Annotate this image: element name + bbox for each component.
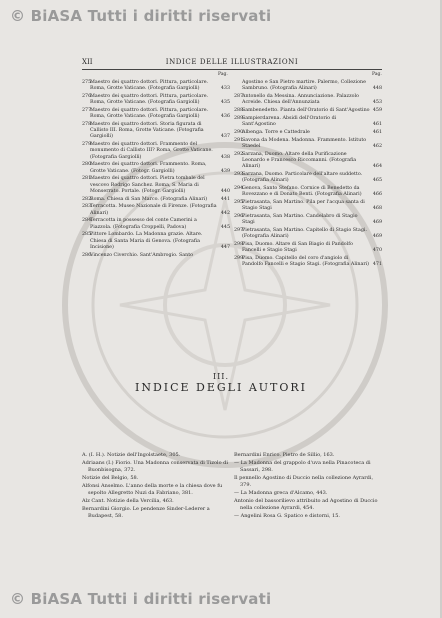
author-index-item: Bernardini Giorgio. Le pendenze Sinder-Lederer a Budapest, 58. (82, 506, 210, 519)
entry-page: 466 (372, 192, 382, 197)
entry-caption: Pisa, Duomo. Capitello del coro d'angiolo di Pandolfo Fancelli e Stagio Stagi. (Fotografia Alinari) (242, 255, 370, 267)
section-title: INDICE DEGLI AUTORI (134, 381, 308, 394)
illustration-entry (234, 186, 382, 198)
entry-caption: Roma. Chiesa di San Marco. (Fotografia Alinari) (90, 196, 208, 202)
entry-caption: Pietrasanta, San Martino. Capitello di Stagio Stagi. (Fotografia Alinari) (242, 227, 367, 239)
entry-page: 468 (372, 206, 382, 211)
entry-page: 441 (220, 196, 230, 202)
entry-number: 280. (82, 162, 93, 168)
illustration-entry (82, 80, 230, 92)
entry-number: 277. (82, 108, 93, 113)
author-index-item: Antonio del bassorilievo attribuito ad Agostino di Duccio nella collezione Ayrardi, 454. (234, 498, 378, 511)
entry-number: 296. (234, 213, 245, 219)
entry-page: 439 (220, 168, 230, 174)
entry-caption: Pietrasanta, San Martino. Pila per l'acqua santa di Stagio Stagi (242, 199, 365, 211)
illustration-entry (82, 94, 230, 106)
entry-caption: Maestro dei quattro dottori. Storia figurata di Callisto III. Roma, Grotte Vaticane. (Fotografia Gargiolli) (90, 122, 204, 140)
author-index-item: — La Madonna greca d'Alcamo, 443. (234, 489, 328, 496)
entry-number: 276. (82, 94, 93, 99)
author-index-item: Adriaans (I.) Fiorio. Una Madonna conservata di Tizolo di Buonbisogna, 372. (82, 460, 228, 473)
section-number: III. (212, 372, 230, 381)
entry-number: 279. (82, 142, 93, 148)
illustration-entry (234, 152, 382, 171)
header-rule (82, 69, 382, 70)
entry-caption: Sarzana, Duomo. Altare della Purificazione Leonardo e Francesco Riccomanni. (Fotografia Alinari) (242, 151, 357, 169)
author-index-item: — Angelini Rosa G. Spatico e distorni, 15. (234, 512, 340, 519)
entry-number: 288. (234, 108, 245, 113)
entry-page: 442 (220, 210, 230, 216)
author-index-left (82, 452, 230, 521)
illustration-entry (234, 80, 382, 92)
entry-page: 448 (372, 86, 382, 92)
entry-caption: Antonello da Messina. Annunciazione. Palazzolo Acreide. Chiesa dell'Annunziata (242, 94, 359, 106)
entry-page: 464 (372, 164, 382, 169)
entry-number: 275. (82, 80, 93, 85)
entry-page: 437 (220, 134, 230, 140)
entry-caption: Terracotta in possesso del conte Camerini a Piazzola. (Fotografia Croppelli, Padova) (90, 218, 197, 230)
entry-number: 291. (234, 137, 245, 143)
entry-page: 445 (220, 224, 230, 230)
entry-number: 281. (82, 176, 93, 182)
pag-label-left: Pag. (218, 72, 228, 77)
illustration-entry (234, 94, 382, 106)
running-title: INDICE DELLE ILLUSTRAZIONI (165, 58, 299, 66)
entry-number: 298. (234, 241, 245, 247)
illustration-entry (234, 200, 382, 212)
entry-number: 292. (234, 151, 245, 157)
entry-caption: Pietrasanta, San Martino. Candelabro di Stagio Stagi (242, 213, 358, 225)
author-index-item: Bernardini Enrico. Pietro de Sillio, 163. (234, 452, 335, 458)
entry-number: 284. (82, 218, 93, 224)
illustrations-column-left (82, 80, 230, 260)
illustration-entry (82, 176, 230, 195)
entry-number: 286. (82, 252, 93, 258)
illustration-entry (234, 138, 382, 150)
entry-number: 283. (82, 204, 93, 210)
illustration-entry (234, 256, 382, 268)
entry-number: 294. (234, 185, 245, 191)
entry-number: 285. (82, 232, 93, 238)
illustration-entry (82, 253, 230, 259)
entry-caption: Terracotta. Museo Nazionale di Firenze. (Fotografia Alinari) (90, 204, 217, 216)
entry-page: 453 (372, 100, 382, 106)
entry-page: 461 (372, 122, 382, 127)
author-index-item: Il pennello Agostino di Duccio nella collezione Ayrardi, 379. (234, 475, 374, 488)
entry-page: 465 (372, 178, 382, 183)
entry-page: 436 (220, 114, 230, 120)
illustration-entry (234, 172, 382, 184)
entry-page: 462 (372, 143, 382, 149)
illustration-entry (234, 214, 382, 226)
entry-page: 469 (372, 220, 382, 225)
illustration-entry (234, 108, 382, 114)
entry-page: 469 (372, 234, 382, 239)
illustration-entry (234, 242, 382, 254)
illustrations-column-right (234, 80, 382, 270)
pag-label-right: Pag. (372, 72, 382, 77)
entry-caption: Vincenzo Civerchio. Sant'Ambrogio. Santo (90, 252, 194, 258)
entry-page: 440 (220, 188, 230, 194)
entry-caption: Sampierdarena. Absidi dell'Oratorio di Sant'Agostino (242, 115, 337, 127)
illustration-entry (82, 108, 230, 120)
illustration-entry (82, 162, 230, 174)
entry-number: 287. (234, 94, 245, 99)
entry-caption: Genova, Santo Stefano. Cornice di Benedetto da Rovezzano e di Donato Benti. (Fotografia Alinari) (242, 185, 362, 197)
entry-page: 459 (372, 108, 382, 113)
entry-number: 299. (234, 255, 245, 261)
author-index-item: Notizie del Belgio, 58. (82, 475, 139, 482)
entry-caption: Sarzana, Duomo. Particolare dell'altare suddetto. (Fotografia Alinari) (242, 171, 363, 183)
entry-caption: Savona da Modena. Madonna. Frammento. Istituto Staedel (242, 137, 367, 149)
entry-page: 461 (372, 129, 382, 135)
entry-number: 282. (82, 196, 93, 202)
author-index-item: A. (I. H.). Notizie dell'Ingolstaete, 305. (82, 452, 181, 458)
illustration-entry (82, 232, 230, 251)
entry-page: 447 (220, 244, 230, 250)
illustration-entry (82, 204, 230, 216)
author-index-item: Alfonsi Anselmo. L'anno della morte e la chiesa dove fu sepolto Allegretto Nuzi da Fabriano, 381. (82, 483, 223, 496)
page-number: XII (82, 58, 93, 66)
entry-number: 293. (234, 171, 245, 177)
entry-caption: Maestro dei quattro dottori. Pittura, particolare. Roma, Grotte Vaticane. (Fotografia Gargiolli) (90, 108, 209, 120)
entry-caption: Albenga. Torre e Cattedrale (242, 129, 310, 135)
entry-page: 433 (220, 86, 230, 92)
copyright-watermark-bottom: © BiASA Tutti i diritti riservati (10, 590, 272, 608)
illustration-entry (82, 122, 230, 141)
entry-page: 470 (372, 248, 382, 253)
illustration-entry (234, 130, 382, 136)
entry-number: 278. (82, 122, 93, 127)
author-index-right (234, 452, 382, 521)
illustration-entry (234, 116, 382, 128)
copyright-watermark-top: © BiASA Tutti i diritti riservati (10, 7, 272, 25)
entry-number: 295. (234, 199, 245, 205)
entry-caption: Agostino e San Pietro martire. Palermo, Collezione Sambruno. (Fotografia Alinari) (242, 80, 366, 92)
entry-caption: Pittore Lombardo. La Madonna grazie. Altare. Chiesa di Santa Maria di Genova. (Fotografia Incisione) (90, 232, 203, 250)
author-index-item: — La Madonna del grappolo d'uva nella Pinacoteca di Sassari, 298. (234, 460, 371, 473)
entry-number: 297. (234, 227, 245, 233)
illustration-entry (82, 218, 230, 230)
entry-caption: Sambenedetto. Pianta dell'Oratorio di Sant'Agostino (242, 108, 370, 113)
entry-caption: Maestro dei quattro dottori. Frammento del monumento di Callisto III? Roma, Grotte Vaticane. (Fotografia Gargiolli) (90, 142, 213, 160)
entry-page: 471 (372, 262, 382, 267)
illustration-entry (82, 142, 230, 161)
entry-page: 435 (220, 100, 230, 106)
entry-number: 290. (234, 129, 245, 135)
illustration-entry (82, 197, 230, 203)
entry-caption: Pisa, Duomo. Altare di San Biagio di Pandolfo Fancelli e Stagio Stagi (242, 241, 353, 253)
entry-caption: Maestro dei quattro dottori. Pittura, particolare. Roma, Grotte Vaticane. (Fotografia Gargiolli) (90, 94, 209, 106)
author-index-item: Alz Cant. Notizie della Vercilia, 463. (82, 498, 174, 505)
entry-number: 289. (234, 115, 245, 121)
entry-caption: Maestro dei quattro dottori. Frammento. Roma, Grotte Vaticane. (Fotogr. Gargiolli) (90, 162, 207, 174)
entry-caption: Maestro dei quattro dottori. Pietra tombale del vescovo Rodrigo Sanchez. Roma, S. Maria di Monserrato. Portale. (Fotogr. Gargiolli) (90, 176, 205, 194)
illustration-entry (234, 228, 382, 240)
entry-page: 438 (220, 154, 230, 160)
entry-caption: Maestro dei quattro dottori. Pittura, particolare. Roma, Grotte Vaticane. (Fotografia Gargiolli) (90, 80, 209, 92)
